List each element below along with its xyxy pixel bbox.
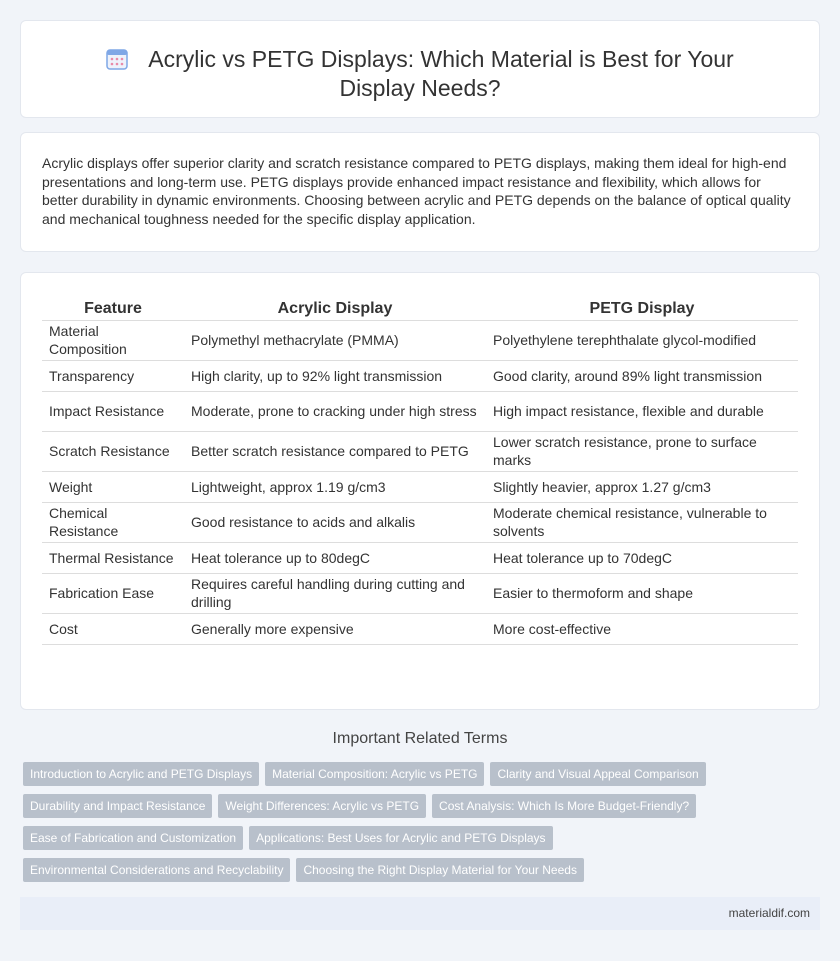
- related-term-tag[interactable]: Cost Analysis: Which Is More Budget-Friendly?: [432, 794, 696, 818]
- petg-cell: Heat tolerance up to 70degC: [486, 542, 798, 573]
- related-term-tag[interactable]: Material Composition: Acrylic vs PETG: [265, 762, 484, 786]
- table-row: [42, 471, 798, 502]
- petg-cell: Lower scratch resistance, prone to surface marks: [486, 431, 798, 471]
- related-term-tag[interactable]: Ease of Fabrication and Customization: [23, 826, 243, 850]
- table-row: [42, 360, 798, 391]
- page-title-text: Acrylic vs PETG Displays: Which Material is Best for Your Display Needs?: [148, 46, 734, 101]
- page-title: [21, 45, 819, 103]
- acrylic-cell: Generally more expensive: [184, 613, 486, 644]
- related-term-tag[interactable]: Environmental Considerations and Recyclability: [23, 858, 290, 882]
- table-row: [42, 613, 798, 644]
- table-header-row: [42, 294, 798, 320]
- intro-paragraph: Acrylic displays offer superior clarity and scratch resistance compared to PETG displays, making them ideal for high-end presentations and long-term use. PETG displays provide enhanced impact resistance and flexibility, which allows for better durability in dynamic environments. Choosing between acrylic and PETG depends on the balance of optical quality and mechanical toughness needed for the specific display application.: [42, 155, 791, 227]
- acrylic-cell: Heat tolerance up to 80degC: [184, 542, 486, 573]
- footer-bar: [20, 897, 820, 930]
- related-term-tag[interactable]: Durability and Impact Resistance: [23, 794, 212, 818]
- related-term-tag[interactable]: Clarity and Visual Appeal Comparison: [490, 762, 705, 786]
- petg-cell: More cost-effective: [486, 613, 798, 644]
- acrylic-cell: High clarity, up to 92% light transmission: [184, 360, 486, 391]
- petg-cell: Easier to thermoform and shape: [486, 573, 798, 613]
- petg-cell: Slightly heavier, approx 1.27 g/cm3: [486, 471, 798, 502]
- petg-cell: High impact resistance, flexible and durable: [486, 391, 798, 431]
- header-card: [20, 20, 820, 118]
- petg-cell: Good clarity, around 89% light transmission: [486, 360, 798, 391]
- calendar-icon: [106, 48, 128, 70]
- petg-cell: Moderate chemical resistance, vulnerable to solvents: [486, 502, 798, 542]
- acrylic-cell: Better scratch resistance compared to PETG: [184, 431, 486, 471]
- table-row: [42, 542, 798, 573]
- feature-cell: Scratch Resistance: [42, 431, 184, 471]
- acrylic-cell: Good resistance to acids and alkalis: [184, 502, 486, 542]
- feature-cell: Chemical Resistance: [42, 502, 184, 542]
- table-row: [42, 320, 798, 360]
- related-term-tag[interactable]: Weight Differences: Acrylic vs PETG: [218, 794, 426, 818]
- feature-cell: Material Composition: [42, 320, 184, 360]
- acrylic-cell: Lightweight, approx 1.19 g/cm3: [184, 471, 486, 502]
- acrylic-cell: Polymethyl methacrylate (PMMA): [184, 320, 486, 360]
- feature-cell: Weight: [42, 471, 184, 502]
- feature-cell: Fabrication Ease: [42, 573, 184, 613]
- acrylic-cell: Requires careful handling during cutting and drilling: [184, 573, 486, 613]
- related-terms-heading: Important Related Terms: [332, 730, 508, 747]
- feature-cell: Impact Resistance: [42, 391, 184, 431]
- comparison-table: [42, 294, 798, 645]
- related-term-tag[interactable]: Introduction to Acrylic and PETG Displays: [23, 762, 259, 786]
- feature-cell: Thermal Resistance: [42, 542, 184, 573]
- intro-card: [20, 132, 820, 252]
- feature-cell: Transparency: [42, 360, 184, 391]
- header-feature: Feature: [42, 294, 184, 320]
- table-row: [42, 573, 798, 613]
- feature-cell: Cost: [42, 613, 184, 644]
- related-term-tag[interactable]: Applications: Best Uses for Acrylic and PETG Displays: [249, 826, 552, 850]
- related-term-tag[interactable]: Choosing the Right Display Material for Your Needs: [296, 858, 583, 882]
- footer-site-link[interactable]: materialdif.com: [728, 906, 810, 920]
- table-row: [42, 502, 798, 542]
- comparison-card: [20, 272, 820, 710]
- table-row: [42, 431, 798, 471]
- related-terms-list: [23, 762, 817, 890]
- petg-cell: Polyethylene terephthalate glycol-modified: [486, 320, 798, 360]
- header-acrylic: Acrylic Display: [184, 294, 486, 320]
- table-row: [42, 391, 798, 431]
- acrylic-cell: Moderate, prone to cracking under high stress: [184, 391, 486, 431]
- header-petg: PETG Display: [486, 294, 798, 320]
